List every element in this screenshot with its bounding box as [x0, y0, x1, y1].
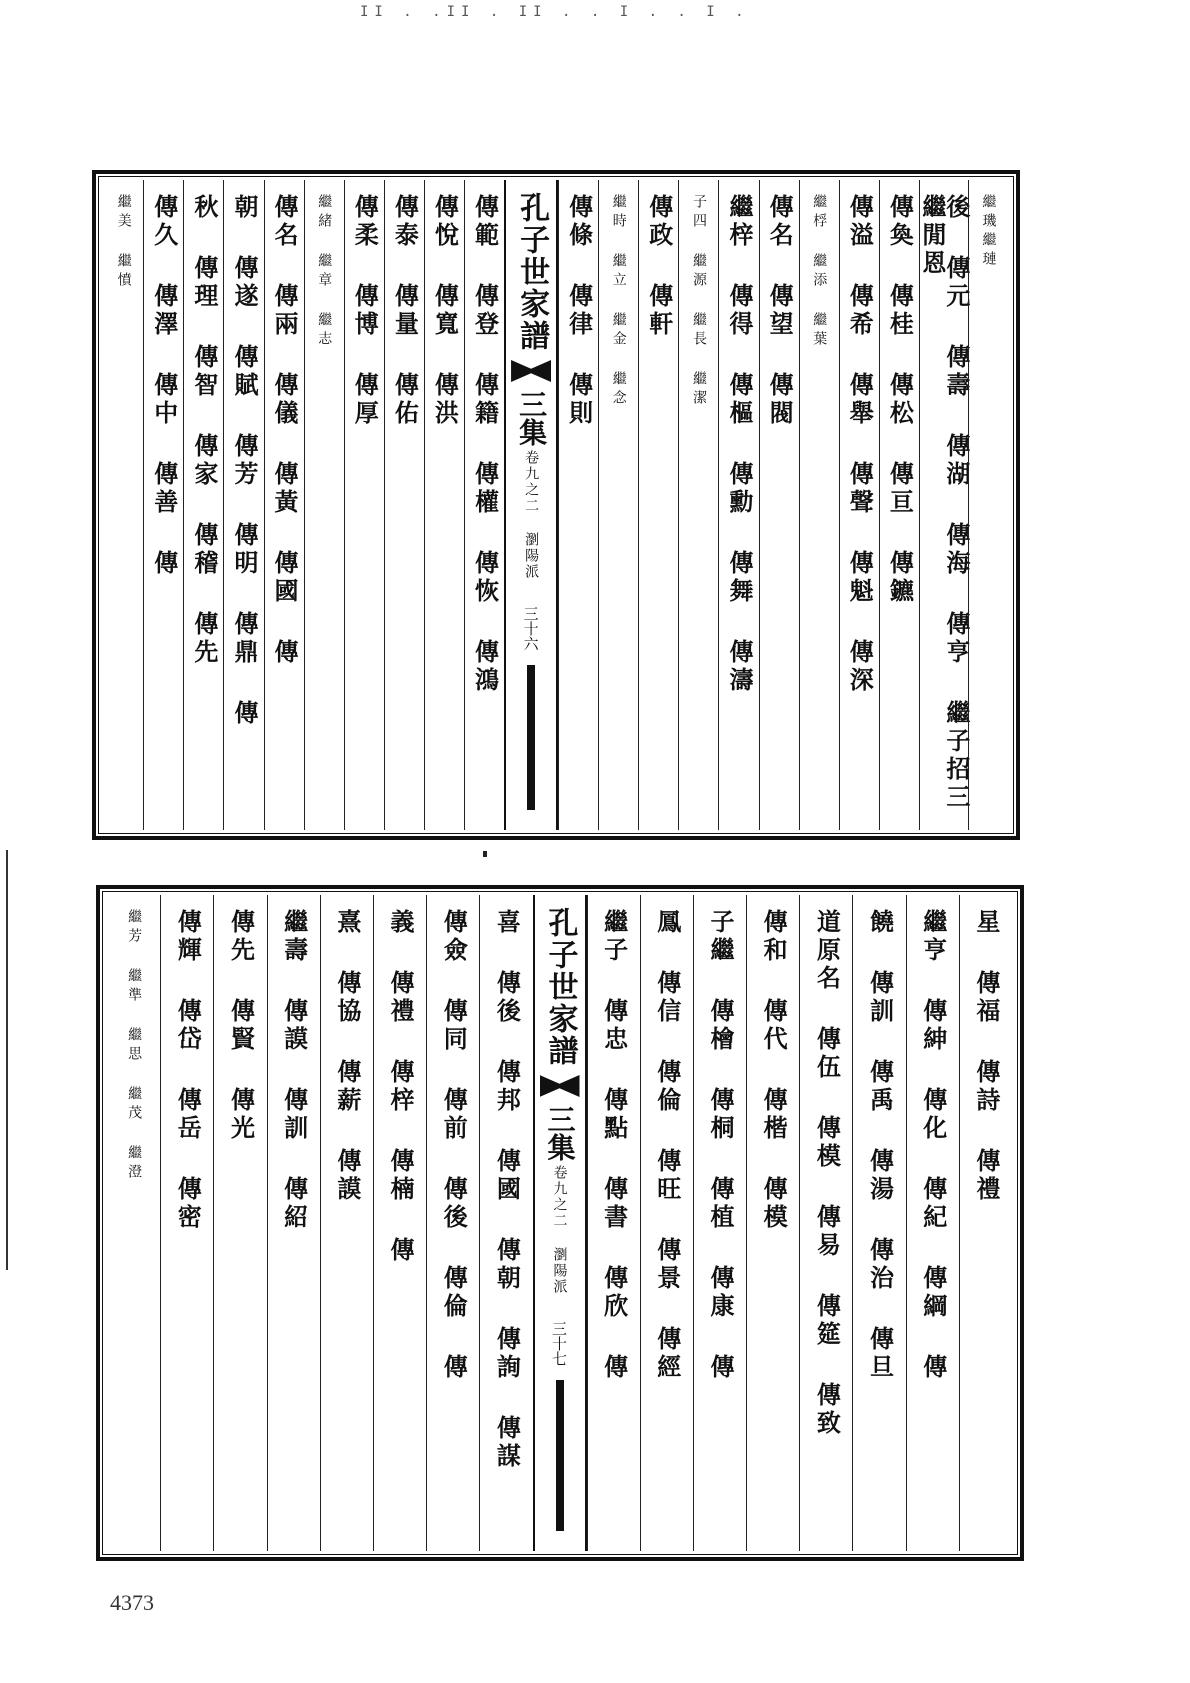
genealogy-column: [183, 180, 223, 830]
book-spine-column: [533, 895, 587, 1551]
genealogy-column: [267, 895, 320, 1551]
folio-number: 三十七: [550, 1321, 568, 1366]
genealogy-column: [917, 180, 971, 845]
genealogy-column: [143, 180, 183, 830]
genealogy-column: [746, 895, 799, 1551]
column-text: 傳柔 傳博 傳厚: [350, 194, 380, 428]
genealogy-column: [638, 180, 678, 830]
page-number: 4373: [110, 1590, 154, 1615]
column-text: 星 傳福 傳詩 傳禮: [971, 909, 1001, 1204]
column-grid: [104, 180, 1008, 845]
collection-label: 三集: [543, 1105, 577, 1161]
book-title: 孔子世家譜: [542, 907, 578, 1067]
column-text: 繼壽 傳謨 傳訓 傳紹: [279, 909, 309, 1232]
column-text: 繼芳 繼準 繼思 繼茂 繼澄: [126, 909, 143, 1183]
column-text: 傳溢 傳希 傳舉 傳聲 傳魁 傳深: [845, 194, 875, 695]
genealogy-column: [959, 895, 1012, 1551]
column-text: 傳先 傳賢 傳光: [226, 909, 256, 1143]
column-text: 傳名 傳兩 傳儀 傳黃 傳國 傳: [270, 194, 300, 667]
column-text: 繼時 繼立 繼金 繼念: [610, 194, 627, 409]
genealogy-column: [223, 180, 263, 830]
folio-number: 三十六: [521, 606, 540, 651]
scan-edge-line: [6, 850, 8, 1270]
column-text: 傳和 傳代 傳楷 傳模: [759, 909, 789, 1232]
genealogy-column: [693, 895, 746, 1551]
column-text: 傳僉 傳同 傳前 傳後 傳倫 傳: [439, 909, 469, 1382]
genealogy-column: [587, 895, 640, 1551]
column-text: 傳奐 傳桂 傳松 傳亘 傳鑣: [885, 194, 915, 606]
genealogy-column: [384, 180, 424, 830]
column-text: 子繼 傳檜 傳桐 傳植 傳康 傳: [705, 909, 735, 1382]
genealogy-column: [678, 180, 718, 830]
column-text: 繼子 傳忠 傳點 傳書 傳欣 傳: [599, 909, 629, 1382]
genealogy-column: [839, 180, 879, 830]
column-text: 繼璣繼璉: [980, 194, 997, 270]
genealogy-column: [373, 895, 426, 1551]
genealogy-column: [304, 180, 344, 830]
column-text: 傳久 傳澤 傳中 傳善 傳: [149, 194, 179, 578]
book-spine-column: [504, 180, 558, 830]
column-text: 鳳 傳信 傳倫 傳旺 傳景 傳經: [652, 909, 682, 1382]
column-text: 道原名 傳伍 傳模 傳易 傳筵 傳致: [812, 909, 842, 1438]
collection-label: 三集: [515, 390, 549, 446]
column-text: 傳條 傳律 傳則: [564, 194, 594, 428]
genealogy-column: [879, 180, 919, 830]
spine-bar: [527, 665, 535, 810]
column-text: 傳範 傳登 傳籍 傳權 傳恢 傳鴻: [470, 194, 500, 695]
genealogy-column: [598, 180, 638, 830]
genealogy-column: [464, 180, 504, 830]
genealogy-column: [968, 180, 1008, 830]
genealogy-column: [906, 895, 959, 1551]
column-text: 饒 傳訓 傳禹 傳湯 傳治 傳旦: [865, 909, 895, 1382]
genealogy-column: [799, 180, 839, 830]
genealogy-column: [344, 180, 384, 830]
column-text: 繼梓 傳得 傳樞 傳勳 傳舞 傳濤: [724, 194, 754, 695]
genealogy-column: [264, 180, 304, 830]
spine-bar: [556, 1380, 564, 1531]
column-text: 傳悅 傳寬 傳洪: [430, 194, 460, 428]
genealogy-column: [426, 895, 479, 1551]
genealogy-column: [160, 895, 213, 1551]
column-text: 熹 傳協 傳薪 傳謨: [332, 909, 362, 1204]
fish-tail-ornament-icon: [511, 360, 551, 382]
genealogy-column: [479, 895, 532, 1551]
genealogy-column: [852, 895, 905, 1551]
genealogy-column: [558, 180, 598, 830]
column-text: 傳名 傳望 傳閥: [765, 194, 795, 428]
column-text: 傳輝 傳岱 傳岳 傳密: [173, 909, 203, 1232]
scan-dot: [483, 851, 487, 857]
column-text: 後 傳元 傳壽 傳湖 傳海 傳亨 繼子招三 繼閒恩: [917, 194, 971, 845]
column-text: 繼桴 繼添 繼葉: [811, 194, 828, 350]
column-text: 義 傳禮 傳梓 傳楠 傳: [386, 909, 416, 1265]
column-text: 子四 繼源 繼長 繼潔: [690, 194, 707, 409]
genealogy-column: [799, 895, 852, 1551]
column-text: 繼亨 傳紳 傳化 傳紀 傳綱 傳: [918, 909, 948, 1382]
genealogy-page-top: [92, 170, 1020, 845]
column-text: 喜 傳後 傳邦 傳國 傳朝 傳詢 傳謀: [492, 909, 522, 1471]
column-text: 繼緒 繼章 繼志: [316, 194, 333, 350]
genealogy-page-bottom: [96, 885, 1024, 1561]
genealogy-column: [759, 180, 799, 830]
genealogy-column: [424, 180, 464, 830]
genealogy-column: [718, 180, 758, 830]
scan-artifact-top: II . .II . II . . I . . I .: [360, 4, 750, 20]
column-text: 秋 傳理 傳智 傳家 傳稽 傳先: [189, 194, 219, 667]
column-text: 繼美 繼憤: [115, 194, 132, 291]
section-label: 卷九之二 瀏陽派: [551, 1165, 568, 1295]
column-text: 傳政 傳軒: [644, 194, 674, 339]
genealogy-column: [320, 895, 373, 1551]
section-label: 卷九之二 瀏陽派: [523, 450, 540, 580]
genealogy-column: [213, 895, 266, 1551]
genealogy-column: [108, 895, 160, 1551]
fish-tail-ornament-icon: [540, 1075, 580, 1097]
book-title: 孔子世家譜: [514, 192, 550, 352]
genealogy-column: [104, 180, 143, 830]
genealogy-column: [640, 895, 693, 1551]
column-text: 傳泰 傳量 傳佑: [390, 194, 420, 428]
column-grid: [108, 895, 1012, 1551]
column-text: 朝 傳遂 傳賦 傳芳 傳明 傳鼎 傳: [229, 194, 259, 728]
